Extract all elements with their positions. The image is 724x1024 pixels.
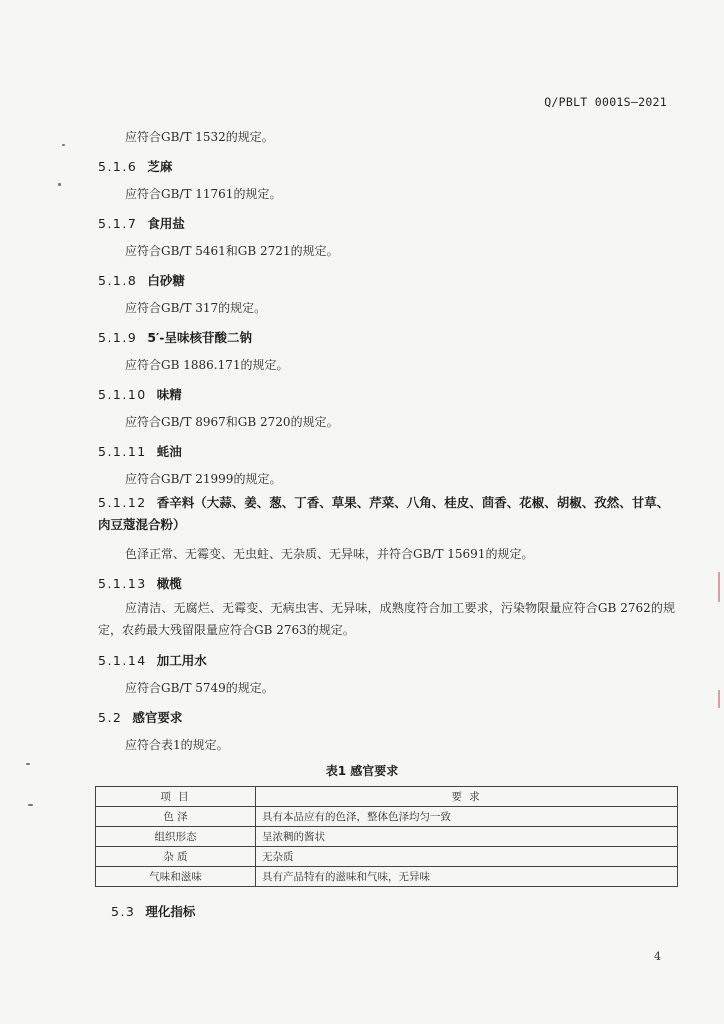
- section-text-5-1-14: 应符合GB/T 5749的规定。: [125, 681, 274, 695]
- table-row: [96, 867, 678, 887]
- section-heading-5-1-12: 5.1.12 香辛料（大蒜、姜、葱、丁香、草果、芹菜、八角、桂皮、茴香、花椒、胡椒、孜然、甘草、肉豆蔻混合粉）: [98, 495, 670, 532]
- section-heading-5-2: 5.2 感官要求: [98, 710, 183, 725]
- section-text-5-1-8: 应符合GB/T 317的规定。: [125, 301, 267, 315]
- section-heading-5-3: 5.3 理化指标: [111, 904, 196, 919]
- table-row: [96, 847, 678, 867]
- scan-speck: [28, 804, 33, 806]
- section-text-5-1-10: 应符合GB/T 8967和GB 2720的规定。: [125, 415, 339, 429]
- scan-edge-mark: [718, 690, 720, 708]
- scan-speck: [58, 183, 61, 186]
- page-number: 4: [654, 950, 661, 963]
- table-cell-item: 气味和滋味: [96, 867, 256, 887]
- table-caption: 表1 感官要求: [325, 764, 399, 778]
- section-heading-5-1-14: 5.1.14 加工用水: [98, 653, 207, 668]
- table-cell-item: 杂 质: [96, 847, 256, 867]
- section-heading-5-1-8: 5.1.8 白砂糖: [98, 273, 185, 288]
- scan-speck: [62, 144, 65, 146]
- scan-speck: [26, 763, 30, 765]
- table-cell-requirement: 具有产品特有的滋味和气味，无异味: [256, 867, 678, 887]
- table-cell-requirement: 无杂质: [256, 847, 678, 867]
- section-text-5-1-9: 应符合GB 1886.171的规定。: [125, 358, 289, 372]
- section-heading-5-1-9: 5.1.9 5′-呈味核苷酸二钠: [98, 330, 252, 345]
- table-row: [96, 807, 678, 827]
- sensory-requirements-table: [95, 786, 678, 887]
- section-heading-5-1-7: 5.1.7 食用盐: [98, 216, 185, 231]
- table-cell-requirement: 具有本品应有的色泽，整体色泽均匀一致: [256, 807, 678, 827]
- table-header-row: [96, 787, 678, 807]
- table-cell-item: 组织形态: [96, 827, 256, 847]
- section-text-5-1-12: 色泽正常、无霉变、无虫蛀、无杂质、无异味，并符合GB/T 15691的规定。: [125, 547, 534, 561]
- section-heading-5-1-11: 5.1.11 蚝油: [98, 444, 182, 459]
- scan-edge-mark: [718, 572, 720, 602]
- section-heading-5-1-6: 5.1.6 芝麻: [98, 159, 173, 174]
- section-text-5-2: 应符合表1的规定。: [125, 738, 229, 752]
- section-text-5-1-13: 应清洁、无腐烂、无霉变、无病虫害、无异味，成熟度符合加工要求，污染物限量应符合GB 2762的规定，农药最大残留限量应符合GB 2763的规定。: [98, 601, 675, 637]
- section-heading-5-1-13: 5.1.13 橄榄: [98, 576, 182, 591]
- table-header-requirement: 要 求: [256, 787, 678, 807]
- section-text-5-1-11: 应符合GB/T 21999的规定。: [125, 472, 282, 486]
- paragraph-continued: 应符合GB/T 1532的规定。: [125, 130, 274, 144]
- table-header-item: 项 目: [96, 787, 256, 807]
- table-cell-item: 色 泽: [96, 807, 256, 827]
- table-cell-requirement: 呈浓稠的酱状: [256, 827, 678, 847]
- table-row: [96, 827, 678, 847]
- section-text-5-1-6: 应符合GB/T 11761的规定。: [125, 187, 282, 201]
- section-heading-5-1-10: 5.1.10 味精: [98, 387, 182, 402]
- document-id: Q/PBLT 0001S—2021: [544, 95, 667, 109]
- section-text-5-1-7: 应符合GB/T 5461和GB 2721的规定。: [125, 244, 339, 258]
